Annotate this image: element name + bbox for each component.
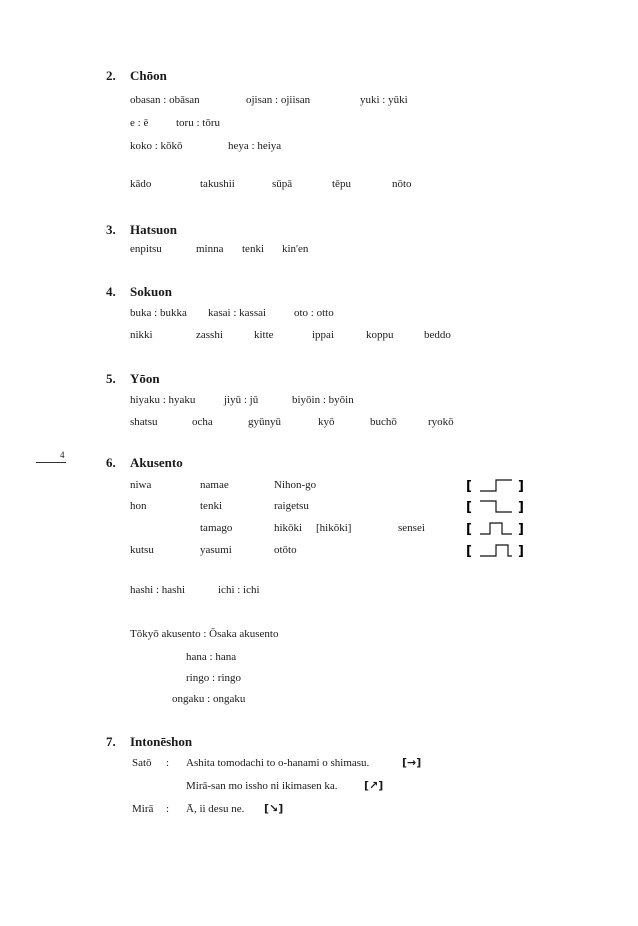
svg-text:]: ] (518, 500, 524, 514)
yoon-item: biyōin : byōin (292, 394, 354, 406)
dialogue-speaker: Mirā (132, 803, 154, 815)
svg-text:]: ] (518, 544, 524, 558)
choon-item: nōto (392, 178, 412, 190)
akusento-item: tamago (200, 522, 233, 534)
akusento-example: ongaku : ongaku (172, 693, 246, 705)
margin-page-number: 4 (60, 450, 65, 460)
akusento-item: tenki (200, 500, 222, 512)
section-title-choon: Chōon (130, 68, 167, 83)
hatsuon-item: enpitsu (130, 243, 162, 255)
akusento-example: hana : hana (186, 651, 237, 663)
section-title-hatsuon: Hatsuon (130, 222, 177, 237)
dialogue-text: Ashita tomodachi to o-hanami o shimasu. (186, 757, 370, 769)
choon-item: e : ē (130, 117, 149, 129)
svg-text:[: [ (466, 522, 472, 536)
hatsuon-item: tenki (242, 243, 264, 255)
choon-item: obasan : obāsan (130, 94, 200, 106)
section-title-akusento: Akusento (130, 455, 183, 470)
akusento-hashi: hashi : hashi (130, 584, 185, 596)
sokuon-item: oto : otto (294, 307, 334, 319)
choon-item: heya : heiya (228, 140, 282, 152)
accent-pattern-atamadaka-icon (466, 498, 526, 514)
akusento-item: sensei (398, 522, 425, 534)
yoon-item: jiyū : jū (224, 394, 259, 406)
svg-text:]: ] (518, 479, 524, 493)
akusento-item: yasumi (200, 544, 232, 556)
choon-item: tēpu (332, 178, 351, 190)
section-title-sokuon: Sokuon (130, 284, 172, 299)
section-number: 5. (106, 371, 116, 386)
choon-item: yuki : yūki (360, 94, 408, 106)
choon-item: takushii (200, 178, 235, 190)
section-number: 6. (106, 455, 116, 470)
section-number: 3. (106, 222, 116, 237)
choon-item: kādo (130, 178, 152, 190)
akusento-item: namae (200, 479, 229, 491)
section-number: 2. (106, 68, 116, 83)
dialogue-colon: : (166, 803, 170, 815)
yoon-item: gyūnyū (248, 416, 281, 428)
section-number: 4. (106, 284, 116, 299)
akusento-item: hikōki (274, 522, 303, 534)
hatsuon-item: kin'en (282, 243, 309, 255)
akusento-item: raigetsu (274, 500, 309, 512)
svg-text:[: [ (466, 500, 472, 514)
akusento-item: niwa (130, 479, 152, 491)
akusento-item: otōto (274, 544, 297, 556)
sokuon-item: zasshi (196, 329, 223, 341)
yoon-item: kyō (318, 416, 335, 428)
sokuon-item: ippai (312, 329, 334, 341)
section-number: 7. (106, 734, 116, 749)
akusento-example: ringo : ringo (186, 672, 241, 684)
akusento-tokyo-osaka: Tōkyō akusento : Ōsaka akusento (130, 628, 279, 640)
yoon-item: ocha (192, 416, 213, 428)
akusento-ichi: ichi : ichi (218, 584, 260, 596)
sokuon-item: nikki (130, 329, 153, 341)
akusento-item: hon (130, 500, 147, 512)
sokuon-item: koppu (366, 329, 394, 341)
accent-pattern-odaka-icon (466, 542, 526, 558)
svg-text:[: [ (466, 479, 472, 493)
choon-item: ojisan : ojiisan (246, 94, 311, 106)
accent-pattern-nakadaka-icon (466, 520, 526, 536)
svg-text:[: [ (466, 544, 472, 558)
dialogue-text: Mirā-san mo issho ni ikimasen ka. (186, 780, 338, 792)
choon-item: sūpā (272, 178, 293, 190)
dialogue-speaker: Satō (132, 757, 152, 769)
choon-item: koko : kōkō (130, 140, 183, 152)
yoon-item: hiyaku : hyaku (130, 394, 196, 406)
yoon-item: shatsu (130, 416, 158, 428)
accent-pattern-heiban-icon (466, 477, 526, 493)
dialogue-colon: : (166, 757, 170, 769)
intonation-rising-arrow-icon: [↗] (364, 779, 384, 792)
intonation-flat-arrow-icon: [→] (402, 756, 422, 769)
section-title-yoon: Yōon (130, 371, 160, 386)
sokuon-item: kitte (254, 329, 274, 341)
sokuon-item: kasai : kassai (208, 307, 267, 319)
sokuon-item: beddo (424, 329, 451, 341)
akusento-item: kutsu (130, 544, 154, 556)
yoon-item: buchō (370, 416, 397, 428)
akusento-item: Nihon-go (274, 479, 317, 491)
hatsuon-item: minna (196, 243, 224, 255)
akusento-item: [hikōki] (316, 522, 352, 534)
sokuon-item: buka : bukka (130, 307, 187, 319)
yoon-item: ryokō (428, 416, 454, 428)
svg-text:]: ] (518, 522, 524, 536)
dialogue-text: Ā, ii desu ne. (186, 803, 245, 815)
section-title-intonation: Intonēshon (130, 734, 193, 749)
intonation-falling-arrow-icon: [↘] (264, 802, 284, 815)
choon-item: toru : tōru (176, 117, 220, 129)
margin-rule (36, 462, 66, 463)
